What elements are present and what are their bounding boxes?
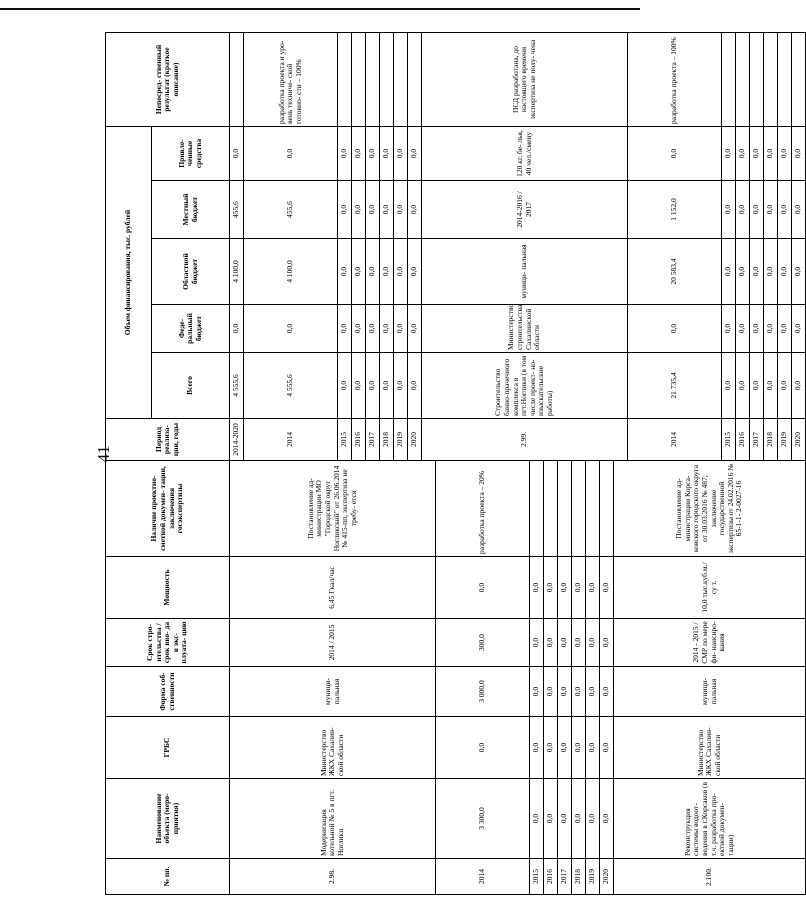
capacity-cell: 120 кг. бе- лья, 40 чел./смену xyxy=(422,127,628,181)
year-regional-cell: 4 100,0 xyxy=(244,239,338,305)
result-blank-cell xyxy=(352,33,366,127)
zero-value-cell: 0,0 xyxy=(408,127,422,181)
zero-value-cell: 0,0 xyxy=(558,717,572,779)
year-cell: 2017 xyxy=(750,419,764,461)
zero-value-cell: 0,0 xyxy=(394,181,408,239)
header-result: Непосред- ственный результат (краткое описание) xyxy=(106,33,230,127)
zero-value-cell: 0,0 xyxy=(586,667,600,717)
year-cell: 2015 xyxy=(338,419,352,461)
year-cell: 2020 xyxy=(600,859,614,895)
zero-value-cell: 0,0 xyxy=(530,619,544,667)
zero-value-cell: 0,0 xyxy=(408,305,422,353)
term-cell: 2014 - 2015 / СМР по мере фи- нансиро- вания xyxy=(614,619,806,667)
zero-value-cell: 0,0 xyxy=(764,305,778,353)
zero-value-cell: 0,0 xyxy=(778,305,792,353)
year-cell: 2017 xyxy=(366,419,380,461)
result-blank-cell xyxy=(394,33,408,127)
zero-value-cell: 0,0 xyxy=(544,557,558,619)
zero-value-cell: 0,0 xyxy=(366,353,380,419)
result-blank-cell xyxy=(230,33,244,127)
zero-value-cell: 0,0 xyxy=(408,181,422,239)
zero-value-cell: 0,0 xyxy=(600,667,614,717)
zero-value-cell: 0,0 xyxy=(792,353,806,419)
zero-value-cell: 0,0 xyxy=(558,667,572,717)
result-blank-cell xyxy=(572,461,586,557)
grbs-cell: Министерство ЖКХ Сахалин- ской области xyxy=(230,717,436,779)
result-blank-cell xyxy=(792,33,806,127)
zero-value-cell: 0,0 xyxy=(366,239,380,305)
zero-value-cell: 0,0 xyxy=(792,181,806,239)
ownership-cell: муници- пальная xyxy=(422,239,628,305)
header-total: Всего xyxy=(152,353,230,419)
year-cell: 2015 xyxy=(722,419,736,461)
header-grbs: ГРБС xyxy=(106,717,230,779)
zero-value-cell: 0,0 xyxy=(722,239,736,305)
ownership-cell: муници- пальная xyxy=(230,667,436,717)
zero-value-cell: 0,0 xyxy=(380,305,394,353)
zero-value-cell: 0,0 xyxy=(722,353,736,419)
year-cell: 2019 xyxy=(586,859,600,895)
row-number: 2.98. xyxy=(230,859,436,895)
zero-value-cell: 0,0 xyxy=(338,127,352,181)
result-blank-cell xyxy=(408,33,422,127)
zero-value-cell: 0,0 xyxy=(544,667,558,717)
total-regional-cell: 4 100,0 xyxy=(230,239,244,305)
zero-value-cell: 0,0 xyxy=(558,619,572,667)
year-local-cell: 1 152,0 xyxy=(628,181,722,239)
zero-value-cell: 0,0 xyxy=(530,717,544,779)
total-local-cell: 455,6 xyxy=(230,181,244,239)
grbs-cell: Министерство строительства Сахалинской области xyxy=(422,305,628,353)
year-other-cell: 0,0 xyxy=(436,557,530,619)
zero-value-cell: 0,0 xyxy=(750,127,764,181)
funding-table xyxy=(105,32,806,895)
table-body xyxy=(230,33,806,895)
zero-value-cell: 0,0 xyxy=(750,353,764,419)
row-number: 2.99. xyxy=(422,419,628,461)
capacity-cell: 10,0 тыс.куб.м./су т. xyxy=(614,557,806,619)
zero-value-cell: 0,0 xyxy=(722,305,736,353)
result-blank-cell xyxy=(722,33,736,127)
zero-value-cell: 0,0 xyxy=(764,353,778,419)
zero-value-cell: 0,0 xyxy=(736,127,750,181)
zero-value-cell: 0,0 xyxy=(394,127,408,181)
zero-value-cell: 0,0 xyxy=(352,181,366,239)
zero-value-cell: 0,0 xyxy=(572,717,586,779)
year-cell: 2016 xyxy=(544,859,558,895)
header-name: Наименование объекта (меро- приятия) xyxy=(106,779,230,859)
zero-value-cell: 0,0 xyxy=(544,619,558,667)
result-blank-cell xyxy=(544,461,558,557)
term-cell: 2014 / 2015 xyxy=(230,619,436,667)
zero-value-cell: 0,0 xyxy=(380,181,394,239)
header-ownership: Форма соб- ственности xyxy=(106,667,230,717)
header-other: Привле- ченные средства xyxy=(152,127,230,181)
zero-value-cell: 0,0 xyxy=(792,127,806,181)
header-num: № пп. xyxy=(106,859,230,895)
project-name: Строительство банно-прачечного комплекса в пгт.Ноглики (в том числе проект- но-изыскательские работы) xyxy=(422,353,628,419)
year-cell: 2015 xyxy=(530,859,544,895)
zero-value-cell: 0,0 xyxy=(408,353,422,419)
zero-value-cell: 0,0 xyxy=(764,239,778,305)
zero-value-cell: 0,0 xyxy=(778,239,792,305)
ownership-cell: муници- пальная xyxy=(614,667,806,717)
zero-value-cell: 0,0 xyxy=(338,353,352,419)
year-cell: 2017 xyxy=(558,859,572,895)
zero-value-cell: 0,0 xyxy=(600,717,614,779)
zero-value-cell: 0,0 xyxy=(544,779,558,859)
zero-value-cell: 0,0 xyxy=(572,779,586,859)
year-cell: 2018 xyxy=(764,419,778,461)
year-period-cell: 2014 xyxy=(436,859,530,895)
zero-value-cell: 0,0 xyxy=(380,353,394,419)
header-documentation: Наличие проектно- сметной докумен- тации, заключения госэкспертизы xyxy=(106,461,230,557)
zero-value-cell: 0,0 xyxy=(586,619,600,667)
documentation-cell: Постановление ад- министрации Корса- ковского городского округа от 30.03.2016 № 487; заключение государственной экспертизы от 24.02.2016 № 65-1-1- 2-0027-16 xyxy=(614,461,806,557)
row-number: 2.100. xyxy=(614,859,806,895)
page-number: 41 xyxy=(94,445,113,463)
zero-value-cell: 0,0 xyxy=(366,181,380,239)
zero-value-cell: 0,0 xyxy=(394,239,408,305)
year-local-cell: 455,6 xyxy=(244,181,338,239)
year-cell: 2019 xyxy=(394,419,408,461)
zero-value-cell: 0,0 xyxy=(736,305,750,353)
header-regional: Областной бюджет xyxy=(152,239,230,305)
zero-value-cell: 0,0 xyxy=(736,181,750,239)
result-blank-cell xyxy=(736,33,750,127)
zero-value-cell: 0,0 xyxy=(380,239,394,305)
zero-value-cell: 0,0 xyxy=(764,181,778,239)
zero-value-cell: 0,0 xyxy=(558,779,572,859)
result-blank-cell xyxy=(366,33,380,127)
grbs-cell: Министерство ЖКХ Сахалин- ской области xyxy=(614,717,806,779)
year-total-cell: 4 555,6 xyxy=(244,353,338,419)
zero-value-cell: 0,0 xyxy=(558,557,572,619)
year-cell: 2018 xyxy=(572,859,586,895)
zero-value-cell: 0,0 xyxy=(764,127,778,181)
zero-value-cell: 0,0 xyxy=(792,305,806,353)
zero-value-cell: 0,0 xyxy=(600,779,614,859)
total-other-cell: 0,0 xyxy=(230,127,244,181)
zero-value-cell: 0,0 xyxy=(778,181,792,239)
header-period: Период реализа- ции, годы xyxy=(106,419,230,461)
zero-value-cell: 0,0 xyxy=(530,779,544,859)
zero-value-cell: 0,0 xyxy=(366,127,380,181)
result-blank-cell xyxy=(750,33,764,127)
result-blank-cell xyxy=(778,33,792,127)
rotated-table-wrapper xyxy=(105,33,803,895)
year-cell: 2019 xyxy=(778,419,792,461)
zero-value-cell: 0,0 xyxy=(778,127,792,181)
zero-value-cell: 0,0 xyxy=(722,181,736,239)
zero-value-cell: 0,0 xyxy=(586,779,600,859)
result-blank-cell xyxy=(338,33,352,127)
header-capacity: Мощность xyxy=(106,557,230,619)
total-total-cell: 4 555,6 xyxy=(230,353,244,419)
zero-value-cell: 0,0 xyxy=(338,239,352,305)
header-local: Местный бюджет xyxy=(152,181,230,239)
zero-value-cell: 0,0 xyxy=(586,717,600,779)
year-cell: 2018 xyxy=(380,419,394,461)
total-federal-cell: 0,0 xyxy=(230,305,244,353)
year-local-cell: 300,0 xyxy=(436,619,530,667)
year-federal-cell: 0,0 xyxy=(436,717,530,779)
zero-value-cell: 0,0 xyxy=(600,557,614,619)
zero-value-cell: 0,0 xyxy=(572,667,586,717)
year-other-cell: 0,0 xyxy=(244,127,338,181)
zero-value-cell: 0,0 xyxy=(750,239,764,305)
total-period-cell: 2014-2020 xyxy=(230,419,244,461)
year-cell: 2020 xyxy=(792,419,806,461)
zero-value-cell: 0,0 xyxy=(750,181,764,239)
zero-value-cell: 0,0 xyxy=(352,239,366,305)
zero-value-cell: 0,0 xyxy=(572,619,586,667)
zero-value-cell: 0,0 xyxy=(600,619,614,667)
zero-value-cell: 0,0 xyxy=(792,239,806,305)
zero-value-cell: 0,0 xyxy=(530,667,544,717)
year-other-cell: 0,0 xyxy=(628,127,722,181)
documentation-cell: Постановление ад- министрации МО "Городской округ Ногликский" от 26.06.2014 № 415-пп, экспертиза не требу- ется xyxy=(230,461,436,557)
project-name: Реконструкция системы водоот- ведения в г.Корсаков (в т.ч. разработка про- ектной докумен- тации) xyxy=(614,779,806,859)
zero-value-cell: 0,0 xyxy=(394,353,408,419)
zero-value-cell: 0,0 xyxy=(530,557,544,619)
zero-value-cell: 0,0 xyxy=(586,557,600,619)
year-federal-cell: 0,0 xyxy=(244,305,338,353)
result-blank-cell xyxy=(600,461,614,557)
result-blank-cell xyxy=(586,461,600,557)
result-blank-cell xyxy=(558,461,572,557)
zero-value-cell: 0,0 xyxy=(736,239,750,305)
zero-value-cell: 0,0 xyxy=(380,127,394,181)
zero-value-cell: 0,0 xyxy=(352,127,366,181)
zero-value-cell: 0,0 xyxy=(750,305,764,353)
year-period-cell: 2014 xyxy=(244,419,338,461)
zero-value-cell: 0,0 xyxy=(352,305,366,353)
year-cell: 2016 xyxy=(352,419,366,461)
result-blank-cell xyxy=(380,33,394,127)
zero-value-cell: 0,0 xyxy=(572,557,586,619)
result-cell: разработка проекта – 20% xyxy=(436,461,530,557)
project-name: Модернизация котельной № 5 в пгт. Ноглики xyxy=(230,779,436,859)
zero-value-cell: 0,0 xyxy=(366,305,380,353)
header-funding: Объем финансирования, тыс. рублей xyxy=(106,127,152,419)
year-cell: 2020 xyxy=(408,419,422,461)
year-regional-cell: 20 583,4 xyxy=(628,239,722,305)
result-cell: разработка проекта и уро- вень техниче- ской готовно- сти – 100% xyxy=(244,33,338,127)
header-federal: Феде- ральный бюджет xyxy=(152,305,230,353)
result-blank-cell xyxy=(530,461,544,557)
zero-value-cell: 0,0 xyxy=(778,353,792,419)
result-cell: разработка проекта – 100% xyxy=(628,33,722,127)
zero-value-cell: 0,0 xyxy=(338,181,352,239)
zero-value-cell: 0,0 xyxy=(338,305,352,353)
year-total-cell: 21 735,4 xyxy=(628,353,722,419)
capacity-cell: 6,45 Гкал/час xyxy=(230,557,436,619)
year-federal-cell: 0,0 xyxy=(628,305,722,353)
header-term: Срок стро- ительства / срок вво- да в экс- плуата- цию xyxy=(106,619,230,667)
zero-value-cell: 0,0 xyxy=(722,127,736,181)
top-rule xyxy=(0,8,640,10)
year-period-cell: 2014 xyxy=(628,419,722,461)
year-total-cell: 3 300,0 xyxy=(436,779,530,859)
zero-value-cell: 0,0 xyxy=(408,239,422,305)
zero-value-cell: 0,0 xyxy=(394,305,408,353)
term-cell: 2014-2016 / 2017 xyxy=(422,181,628,239)
result-blank-cell xyxy=(764,33,778,127)
year-regional-cell: 3 000,0 xyxy=(436,667,530,717)
zero-value-cell: 0,0 xyxy=(352,353,366,419)
zero-value-cell: 0,0 xyxy=(736,353,750,419)
zero-value-cell: 0,0 xyxy=(544,717,558,779)
table-row xyxy=(230,33,244,895)
documentation-cell: ПСД разработана, до настоящего времени экспертиза не полу- чена xyxy=(422,33,628,127)
year-cell: 2016 xyxy=(736,419,750,461)
